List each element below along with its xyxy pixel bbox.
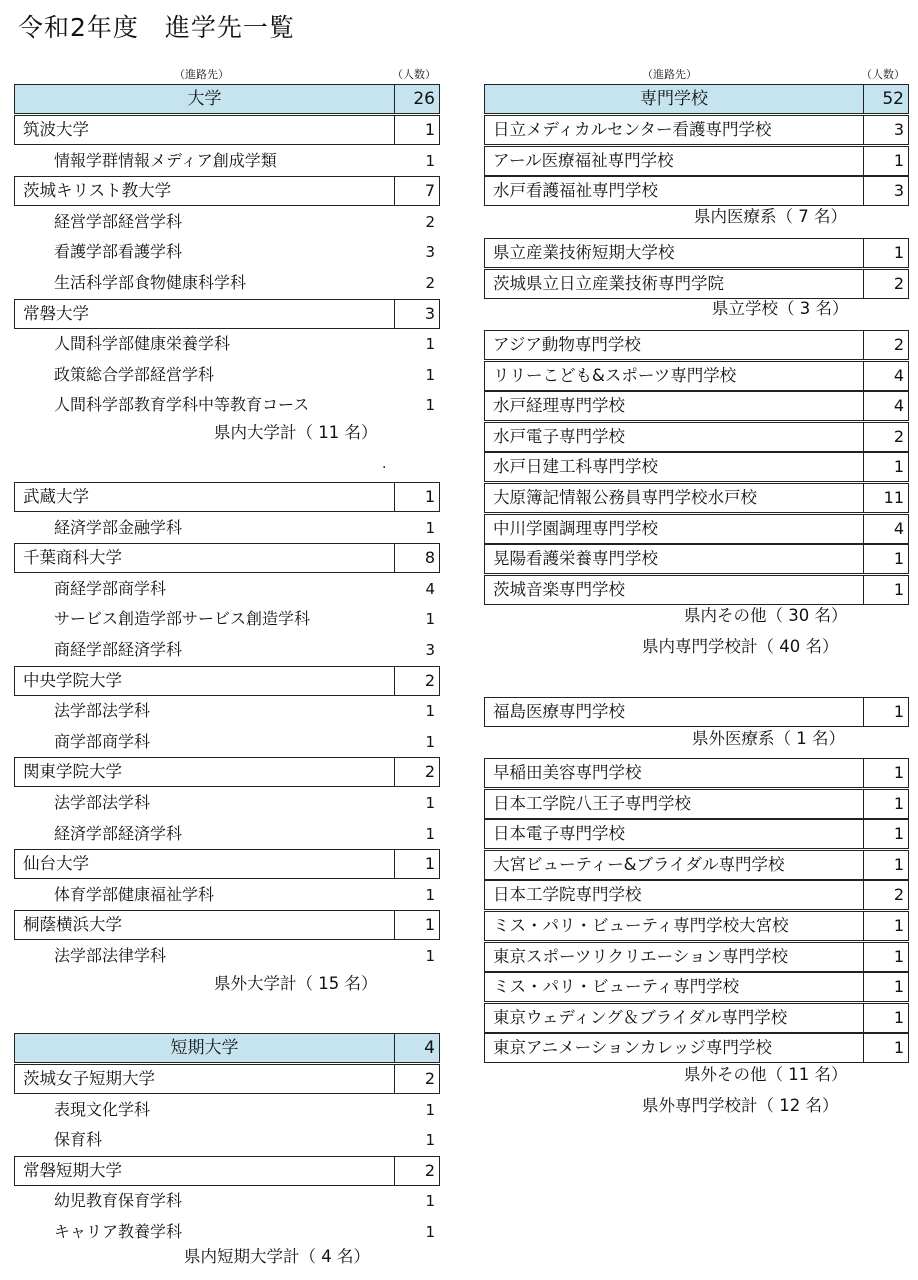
school-name: 水戸経理専門学校 — [493, 396, 625, 416]
school-count: 2 — [893, 885, 904, 905]
school-row — [484, 452, 909, 482]
count-divider — [863, 239, 864, 267]
school-count: 1 — [893, 1038, 904, 1058]
count-divider — [863, 392, 864, 420]
school-count: 2 — [893, 273, 904, 293]
subtotal-text: 県内大学計（ 11 名） — [214, 423, 378, 442]
school-row — [14, 1156, 440, 1186]
school-name: 早稲田美容専門学校 — [493, 763, 642, 782]
department-row — [14, 1095, 440, 1125]
school-row — [484, 758, 909, 788]
school-count: 2 — [893, 335, 904, 354]
school-name: 日本電子専門学校 — [493, 824, 625, 844]
department-count: 1 — [425, 947, 435, 965]
subtotal-text: 県外その他（ 11 名） — [684, 1065, 848, 1084]
school-count: 3 — [893, 181, 904, 201]
school-row — [484, 514, 909, 544]
section-junior-college — [14, 1033, 440, 1063]
school-count: 1 — [424, 120, 435, 139]
department-count: 3 — [425, 641, 435, 659]
department-row — [14, 941, 440, 971]
school-row — [484, 238, 909, 268]
count-divider — [863, 331, 864, 359]
department-name: 経済学部金融学科 — [54, 517, 183, 537]
count-divider — [863, 177, 864, 205]
school-row — [14, 910, 440, 940]
department-count: 1 — [425, 396, 435, 415]
school-row — [484, 697, 909, 727]
subtotal-text: 県外医療系（ 1 名） — [692, 729, 845, 748]
school-row — [484, 575, 909, 605]
department-row — [14, 146, 440, 176]
school-name: 桐蔭横浜大学 — [23, 915, 122, 935]
school-name: 水戸看護福祉専門学校 — [493, 181, 658, 201]
count-divider — [863, 116, 864, 144]
school-name: 日本工学院八王子専門学校 — [493, 793, 691, 813]
department-row — [14, 635, 440, 665]
section-university — [14, 84, 440, 114]
count-divider — [394, 850, 395, 878]
school-count: 8 — [424, 548, 435, 568]
count-divider — [394, 177, 395, 205]
school-name: ミス・パリ・ビューティ専門学校 — [493, 977, 740, 997]
department-row — [14, 788, 440, 818]
school-name: 日本工学院専門学校 — [493, 885, 642, 905]
count-divider — [863, 943, 864, 971]
section-label: 大学 — [15, 85, 395, 113]
school-count: 1 — [893, 457, 904, 477]
department-name: 看護学部看護学科 — [54, 242, 183, 262]
school-name: 筑波大学 — [23, 120, 89, 139]
department-name: 政策総合学部経営学科 — [54, 364, 215, 384]
school-count: 4 — [893, 365, 904, 385]
department-name: 経営学部経営学科 — [54, 211, 183, 231]
dest-header-label: （進路先） — [642, 68, 697, 81]
department-count: 1 — [425, 702, 435, 721]
department-count: 1 — [425, 885, 435, 904]
department-row — [14, 237, 440, 267]
count-divider — [863, 576, 864, 604]
subtotal-text: 県外大学計（ 15 名） — [214, 974, 378, 993]
count-divider — [394, 758, 395, 786]
school-name: リリーこども&スポーツ専門学校 — [493, 365, 737, 385]
school-row — [14, 1064, 440, 1094]
school-count: 1 — [893, 793, 904, 813]
department-count: 1 — [425, 824, 435, 843]
school-row — [14, 666, 440, 696]
count-divider — [863, 851, 864, 879]
subtotal-text: 県外専門学校計（ 12 名） — [642, 1096, 839, 1115]
school-row — [484, 850, 909, 880]
school-row — [484, 391, 909, 421]
department-name: 経済学部経済学科 — [54, 823, 183, 843]
count-divider — [394, 1157, 395, 1185]
department-name: 法学部法学科 — [54, 793, 151, 812]
count-header-label: （人数） — [392, 68, 436, 81]
count-divider — [394, 911, 395, 939]
school-name: 千葉商科大学 — [23, 548, 122, 568]
school-count: 1 — [893, 702, 904, 721]
school-name: 中川学園調理専門学校 — [493, 518, 658, 538]
school-row — [484, 1003, 909, 1033]
school-count: 2 — [424, 670, 435, 690]
school-row — [484, 422, 909, 452]
column-header-labels — [484, 64, 909, 84]
count-divider — [394, 483, 395, 511]
department-name: 法学部法学科 — [54, 701, 151, 721]
department-name: 法学部法律学科 — [54, 946, 167, 965]
department-name: 保育科 — [54, 1130, 103, 1150]
school-count: 1 — [893, 549, 904, 569]
school-name: 東京アニメーションカレッジ専門学校 — [493, 1038, 772, 1058]
school-name: 関東学院大学 — [23, 762, 122, 782]
school-name: 東京スポーツリクリエーション専門学校 — [493, 946, 789, 966]
school-row — [14, 482, 440, 512]
school-count: 2 — [424, 1160, 435, 1180]
school-count: 1 — [424, 487, 435, 506]
school-row — [14, 176, 440, 206]
count-divider — [863, 973, 864, 1001]
school-name: 福島医療専門学校 — [493, 702, 625, 721]
department-count: 1 — [425, 1223, 435, 1241]
school-count: 1 — [893, 579, 904, 599]
school-name: 武蔵大学 — [23, 487, 89, 506]
school-count: 11 — [883, 488, 904, 507]
school-count: 1 — [893, 916, 904, 935]
school-name: 水戸日建工科専門学校 — [493, 457, 658, 477]
school-row — [484, 483, 909, 513]
department-row — [14, 390, 440, 420]
department-count: 2 — [425, 274, 435, 292]
count-divider — [394, 667, 395, 695]
department-row — [14, 1125, 440, 1155]
count-divider — [863, 423, 864, 451]
school-count: 1 — [893, 1007, 904, 1027]
school-row — [484, 330, 909, 360]
school-row — [14, 543, 440, 573]
school-row — [14, 115, 440, 145]
school-count: 3 — [893, 120, 904, 139]
count-header-label: （人数） — [861, 68, 905, 81]
department-row — [14, 696, 440, 726]
department-name: 商経学部経済学科 — [54, 640, 183, 659]
school-row — [484, 942, 909, 972]
subtotal-text: 県内専門学校計（ 40 名） — [642, 637, 839, 656]
department-row — [14, 819, 440, 849]
school-row — [484, 819, 909, 849]
count-divider — [863, 1034, 864, 1062]
department-count: 3 — [425, 243, 435, 262]
department-count: 4 — [425, 579, 435, 598]
count-divider — [863, 147, 864, 175]
school-count: 1 — [893, 763, 904, 782]
school-name: 常磐大学 — [23, 303, 89, 323]
school-name: 大宮ビューティー&ブライダル専門学校 — [493, 854, 785, 874]
department-count: 1 — [425, 518, 435, 537]
department-row — [14, 727, 440, 757]
department-count: 1 — [425, 794, 435, 812]
school-row — [484, 911, 909, 941]
department-count: 1 — [425, 151, 435, 170]
count-divider — [863, 1004, 864, 1032]
section-count: 4 — [424, 1038, 435, 1058]
count-divider — [394, 1065, 395, 1093]
department-row — [14, 1186, 440, 1216]
school-name: 東京ウェディング＆ブライダル専門学校 — [493, 1007, 788, 1027]
school-row — [484, 115, 909, 145]
school-count: 4 — [893, 396, 904, 416]
department-name: 人間科学部教育学科中等教育コース — [54, 395, 310, 415]
school-name: 日立メディカルセンター看護専門学校 — [493, 120, 772, 139]
section-label: 専門学校 — [485, 85, 864, 113]
department-name: 商経学部商学科 — [54, 578, 167, 598]
count-divider — [863, 362, 864, 390]
department-count: 1 — [425, 365, 435, 384]
department-row — [14, 329, 440, 359]
department-row — [14, 1217, 440, 1247]
school-name: ミス・パリ・ビューティ専門学校大宮校 — [493, 916, 789, 935]
count-divider — [394, 544, 395, 572]
subtotal-text: 県内医療系（ 7 名） — [694, 207, 847, 226]
dest-header-label: （進路先） — [174, 68, 229, 81]
department-count: 1 — [425, 335, 435, 354]
school-count: 7 — [424, 181, 435, 201]
school-row — [14, 757, 440, 787]
department-name: 生活科学部食物健康科学科 — [54, 273, 247, 292]
school-count: 1 — [424, 854, 435, 874]
count-divider — [394, 116, 395, 144]
department-name: 人間科学部健康栄養学科 — [54, 334, 231, 354]
school-name: 茨城女子短期大学 — [23, 1069, 155, 1088]
department-row — [14, 604, 440, 634]
department-name: 幼児教育保育学科 — [54, 1191, 183, 1211]
school-count: 1 — [893, 946, 904, 966]
school-count: 2 — [893, 426, 904, 446]
count-divider — [863, 790, 864, 818]
school-name: 晃陽看護栄養専門学校 — [493, 549, 658, 569]
school-row — [14, 299, 440, 329]
section-count: 26 — [413, 89, 435, 109]
school-row — [484, 146, 909, 176]
count-divider — [863, 698, 864, 726]
school-name: 水戸電子専門学校 — [493, 426, 625, 446]
department-count: 1 — [425, 1100, 435, 1119]
department-count: 1 — [425, 1131, 435, 1150]
school-row — [484, 544, 909, 574]
page-title: 令和2年度 進学先一覧 — [18, 13, 295, 42]
department-row — [14, 360, 440, 390]
department-count: 2 — [425, 212, 435, 231]
count-divider — [863, 912, 864, 940]
count-divider — [863, 881, 864, 909]
department-row — [14, 574, 440, 604]
school-count: 1 — [893, 854, 904, 874]
school-count: 1 — [893, 150, 904, 170]
school-name: 常磐短期大学 — [23, 1160, 122, 1180]
school-row — [484, 972, 909, 1002]
school-name: 茨城キリスト教大学 — [23, 181, 172, 201]
count-divider — [394, 300, 395, 328]
department-name: 商学部商学科 — [54, 731, 151, 751]
school-row — [484, 880, 909, 910]
subtotal-text: 県内その他（ 30 名） — [684, 606, 848, 625]
department-row — [14, 268, 440, 298]
stray-dot: . — [382, 456, 387, 472]
school-name: アール医療福祉専門学校 — [493, 150, 674, 170]
school-count: 1 — [893, 243, 904, 262]
section-count: 52 — [882, 89, 904, 109]
subtotal-text: 県立学校（ 3 名） — [712, 299, 849, 318]
department-name: 表現文化学科 — [54, 1099, 151, 1119]
school-count: 3 — [424, 303, 435, 323]
count-divider — [863, 515, 864, 543]
school-name: 大原簿記情報公務員専門学校水戸校 — [493, 488, 757, 507]
school-name: 中央学院大学 — [23, 670, 122, 690]
school-row — [14, 849, 440, 879]
school-count: 2 — [424, 762, 435, 782]
subtotal-text: 県内短期大学計（ 4 名） — [184, 1247, 370, 1266]
department-count: 1 — [425, 610, 435, 629]
column-header-labels — [14, 64, 440, 84]
school-name: アジア動物専門学校 — [493, 335, 641, 354]
department-row — [14, 880, 440, 910]
school-count: 1 — [893, 977, 904, 997]
school-count: 1 — [893, 824, 904, 844]
department-name: 情報学群情報メディア創成学類 — [54, 150, 277, 170]
section-vocational — [484, 84, 909, 114]
school-name: 県立産業技術短期大学校 — [493, 243, 675, 262]
school-name: 茨城音楽専門学校 — [493, 579, 625, 599]
school-row — [484, 789, 909, 819]
school-name: 仙台大学 — [23, 854, 89, 874]
count-divider — [863, 484, 864, 512]
school-count: 4 — [893, 518, 904, 538]
count-divider — [863, 545, 864, 573]
department-count: 1 — [425, 1192, 435, 1211]
school-row — [484, 361, 909, 391]
school-count: 1 — [424, 915, 435, 935]
school-row — [484, 1033, 909, 1063]
school-name: 茨城県立日立産業技術専門学院 — [493, 273, 724, 293]
school-row — [484, 176, 909, 206]
school-row — [484, 269, 909, 299]
department-row — [14, 513, 440, 543]
count-divider — [863, 270, 864, 298]
department-name: サービス創造学部サービス創造学科 — [54, 609, 311, 629]
department-row — [14, 207, 440, 237]
school-count: 2 — [424, 1069, 435, 1088]
count-divider — [863, 759, 864, 787]
count-divider — [863, 820, 864, 848]
department-name: 体育学部健康福祉学科 — [54, 884, 215, 904]
count-divider — [863, 453, 864, 481]
department-name: キャリア教養学科 — [54, 1222, 183, 1241]
department-count: 1 — [425, 732, 435, 751]
section-label: 短期大学 — [15, 1034, 395, 1062]
